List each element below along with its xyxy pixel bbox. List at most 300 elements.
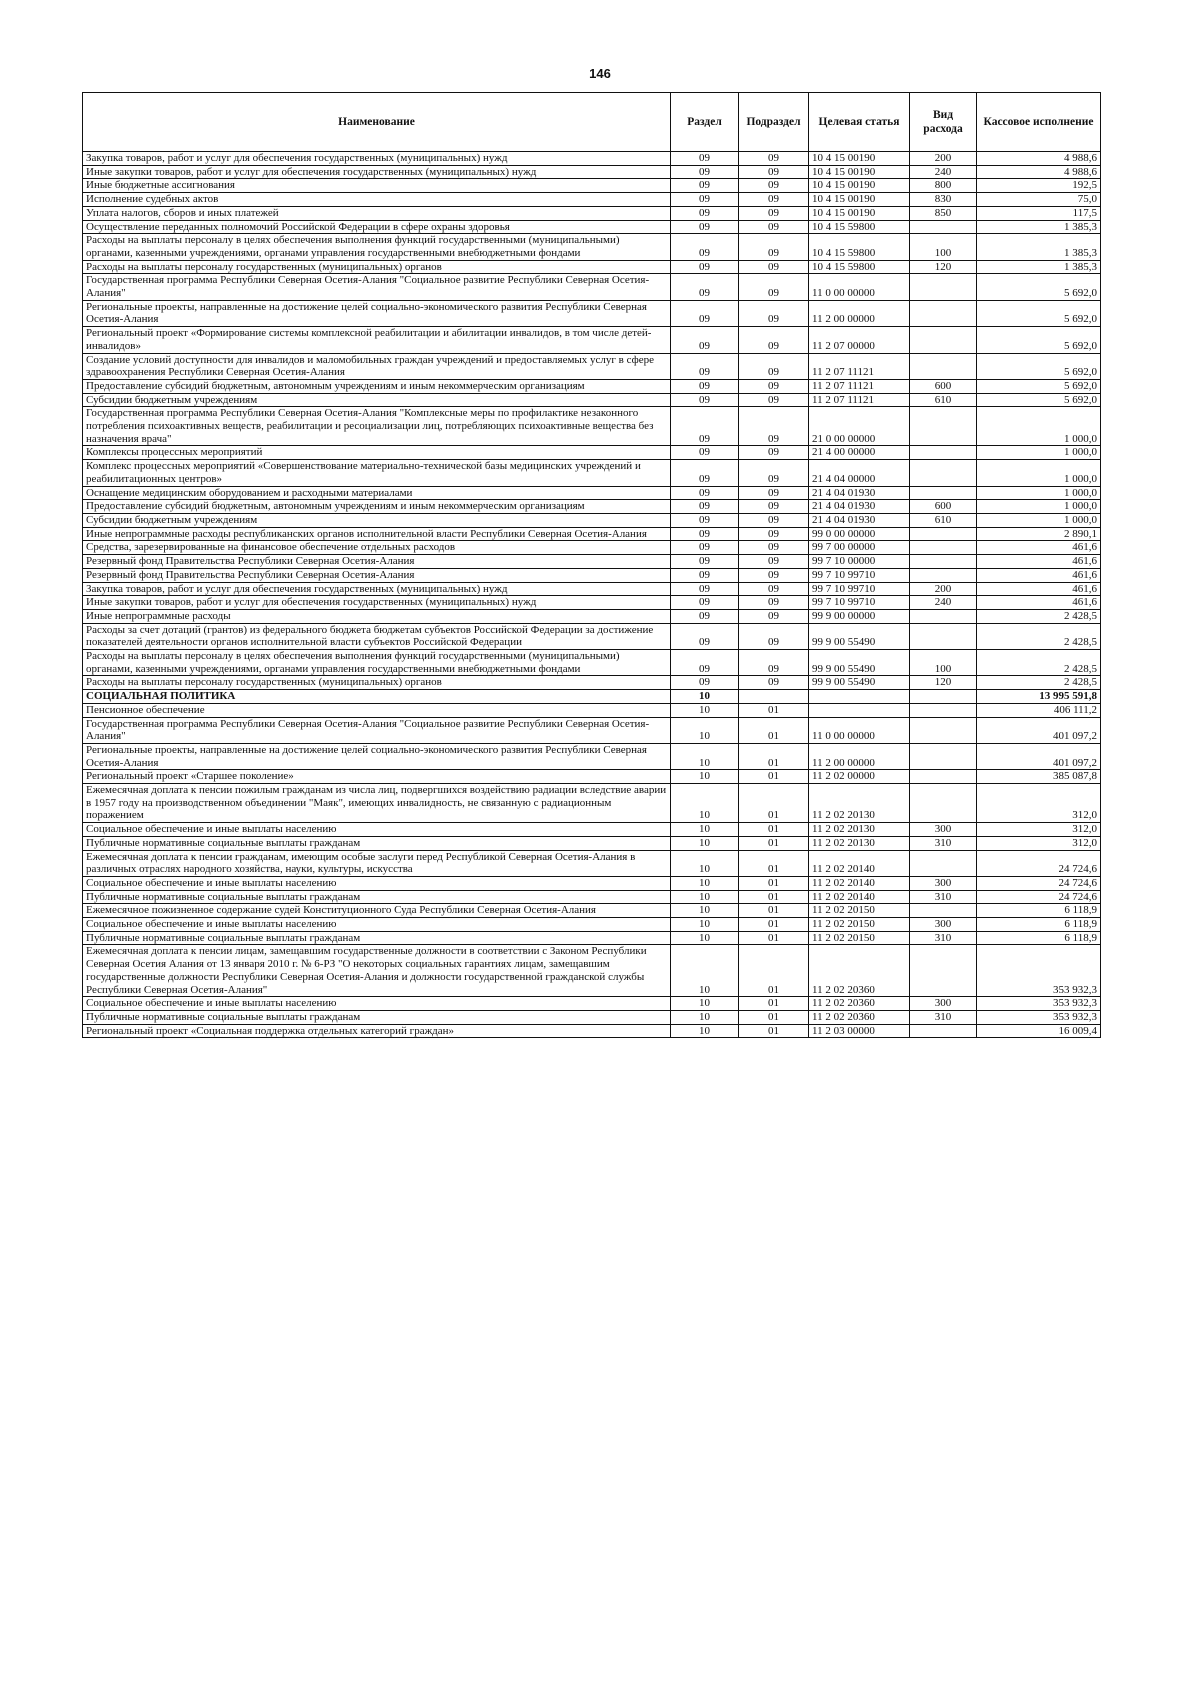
row-expense-type-cell: 600 bbox=[910, 500, 977, 514]
row-section-cell: 10 bbox=[671, 1011, 739, 1025]
row-name-cell: Государственная программа Республики Северная Осетия-Алания "Комплексные меры по профилактике незаконного потребления психоактивных веществ, реабилитации и ресоциализации лиц, потребляющих психоактивные вещества без назначения врача" bbox=[83, 407, 671, 446]
row-target-article-cell: 11 2 02 20150 bbox=[809, 904, 910, 918]
table-row bbox=[83, 541, 1101, 555]
row-name-cell: Субсидии бюджетным учреждениям bbox=[83, 393, 671, 407]
row-expense-type-cell: 830 bbox=[910, 193, 977, 207]
table-row bbox=[83, 770, 1101, 784]
row-subsection-cell: 01 bbox=[739, 931, 809, 945]
row-expense-type-cell bbox=[910, 904, 977, 918]
row-target-article-cell: 11 2 02 20150 bbox=[809, 931, 910, 945]
row-section-cell: 09 bbox=[671, 568, 739, 582]
row-expense-type-cell: 300 bbox=[910, 997, 977, 1011]
row-section-cell: 09 bbox=[671, 379, 739, 393]
row-expense-type-cell bbox=[910, 220, 977, 234]
row-expense-type-cell: 120 bbox=[910, 676, 977, 690]
row-execution-cell: 401 097,2 bbox=[977, 717, 1101, 743]
row-execution-cell: 353 932,3 bbox=[977, 1011, 1101, 1025]
row-name-cell: Региональные проекты, направленные на достижение целей социально-экономического развития Республики Северная Осетия-Алания bbox=[83, 743, 671, 769]
row-execution-cell: 1 000,0 bbox=[977, 446, 1101, 460]
row-name-cell: Публичные нормативные социальные выплаты гражданам bbox=[83, 1011, 671, 1025]
row-name-cell: Социальное обеспечение и иные выплаты населению bbox=[83, 997, 671, 1011]
row-expense-type-cell bbox=[910, 407, 977, 446]
row-name-cell: Расходы за счет дотаций (грантов) из федерального бюджета бюджетам субъектов Российской Федерации за достижение показателей деятельности органов исполнительной власти субъектов Российской Федерации bbox=[83, 623, 671, 649]
row-subsection-cell: 09 bbox=[739, 353, 809, 379]
row-execution-cell: 24 724,6 bbox=[977, 876, 1101, 890]
row-subsection-cell: 01 bbox=[739, 997, 809, 1011]
row-section-cell: 09 bbox=[671, 165, 739, 179]
page-number: 146 bbox=[589, 66, 611, 81]
row-expense-type-cell: 200 bbox=[910, 152, 977, 166]
row-expense-type-cell bbox=[910, 555, 977, 569]
row-target-article-cell: 99 9 00 00000 bbox=[809, 609, 910, 623]
row-target-article-cell: 21 4 00 00000 bbox=[809, 446, 910, 460]
row-section-cell: 10 bbox=[671, 717, 739, 743]
row-target-article-cell: 21 4 04 01930 bbox=[809, 513, 910, 527]
row-expense-type-cell: 310 bbox=[910, 1011, 977, 1025]
row-section-cell: 10 bbox=[671, 876, 739, 890]
table-row bbox=[83, 460, 1101, 486]
row-section-cell: 09 bbox=[671, 220, 739, 234]
row-name-cell: Комплекс процессных мероприятий «Совершенствование материально-технической базы медицинских учреждений и реабилитационных центров» bbox=[83, 460, 671, 486]
table-row bbox=[83, 193, 1101, 207]
row-execution-cell: 353 932,3 bbox=[977, 997, 1101, 1011]
row-section-cell: 09 bbox=[671, 623, 739, 649]
row-name-cell: Региональный проект «Социальная поддержка отдельных категорий граждан» bbox=[83, 1024, 671, 1038]
table-row bbox=[83, 904, 1101, 918]
table-row bbox=[83, 500, 1101, 514]
row-subsection-cell: 09 bbox=[739, 676, 809, 690]
table-row bbox=[83, 407, 1101, 446]
row-name-cell: Предоставление субсидий бюджетным, автономным учреждениям и иным некоммерческим организациям bbox=[83, 379, 671, 393]
row-section-cell: 09 bbox=[671, 596, 739, 610]
row-execution-cell: 406 111,2 bbox=[977, 703, 1101, 717]
row-target-article-cell: 11 2 02 20140 bbox=[809, 876, 910, 890]
row-target-article-cell: 21 4 04 00000 bbox=[809, 460, 910, 486]
row-target-article-cell: 10 4 15 00190 bbox=[809, 165, 910, 179]
row-execution-cell: 1 000,0 bbox=[977, 500, 1101, 514]
table-row bbox=[83, 609, 1101, 623]
row-execution-cell: 13 995 591,8 bbox=[977, 690, 1101, 704]
table-row bbox=[83, 353, 1101, 379]
row-subsection-cell: 09 bbox=[739, 541, 809, 555]
row-execution-cell: 461,6 bbox=[977, 596, 1101, 610]
row-section-cell: 09 bbox=[671, 513, 739, 527]
row-execution-cell: 24 724,6 bbox=[977, 850, 1101, 876]
row-subsection-cell: 09 bbox=[739, 327, 809, 353]
row-expense-type-cell: 240 bbox=[910, 165, 977, 179]
row-target-article-cell: 21 4 04 01930 bbox=[809, 500, 910, 514]
row-target-article-cell: 10 4 15 00190 bbox=[809, 152, 910, 166]
row-target-article-cell: 99 7 10 99710 bbox=[809, 596, 910, 610]
row-target-article-cell: 11 2 00 00000 bbox=[809, 743, 910, 769]
table-row bbox=[83, 784, 1101, 823]
table-row bbox=[83, 1011, 1101, 1025]
row-subsection-cell: 01 bbox=[739, 876, 809, 890]
row-name-cell: Иные закупки товаров, работ и услуг для обеспечения государственных (муниципальных) нужд bbox=[83, 165, 671, 179]
row-section-cell: 10 bbox=[671, 850, 739, 876]
row-name-cell: Ежемесячное пожизненное содержание судей Конституционного Суда Республики Северная Осетия-Алания bbox=[83, 904, 671, 918]
row-target-article-cell: 10 4 15 59800 bbox=[809, 220, 910, 234]
row-target-article-cell: 11 2 02 20360 bbox=[809, 1011, 910, 1025]
row-target-article-cell: 11 0 00 00000 bbox=[809, 717, 910, 743]
table-row bbox=[83, 596, 1101, 610]
row-subsection-cell: 01 bbox=[739, 918, 809, 932]
table-body bbox=[83, 152, 1101, 1038]
row-name-cell: Расходы на выплаты персоналу в целях обеспечения выполнения функций государственными (муниципальными) органами, казенными учреждениями, органами управления государственными внебюджетными фондами bbox=[83, 650, 671, 676]
row-subsection-cell: 01 bbox=[739, 703, 809, 717]
row-name-cell: Резервный фонд Правительства Республики Северная Осетия-Алания bbox=[83, 568, 671, 582]
row-subsection-cell: 09 bbox=[739, 179, 809, 193]
row-expense-type-cell bbox=[910, 770, 977, 784]
row-target-article-cell bbox=[809, 690, 910, 704]
row-section-cell: 10 bbox=[671, 743, 739, 769]
table-row bbox=[83, 582, 1101, 596]
row-section-cell: 10 bbox=[671, 931, 739, 945]
row-execution-cell: 6 118,9 bbox=[977, 931, 1101, 945]
row-subsection-cell: 09 bbox=[739, 500, 809, 514]
row-execution-cell: 1 000,0 bbox=[977, 486, 1101, 500]
row-section-cell: 09 bbox=[671, 500, 739, 514]
row-execution-cell: 312,0 bbox=[977, 836, 1101, 850]
table-row bbox=[83, 931, 1101, 945]
row-target-article-cell: 10 4 15 00190 bbox=[809, 206, 910, 220]
row-expense-type-cell: 100 bbox=[910, 650, 977, 676]
row-expense-type-cell: 850 bbox=[910, 206, 977, 220]
row-execution-cell: 1 000,0 bbox=[977, 513, 1101, 527]
table-row bbox=[83, 918, 1101, 932]
row-target-article-cell: 11 2 07 00000 bbox=[809, 327, 910, 353]
row-subsection-cell: 09 bbox=[739, 650, 809, 676]
row-target-article-cell: 99 0 00 00000 bbox=[809, 527, 910, 541]
row-execution-cell: 2 428,5 bbox=[977, 676, 1101, 690]
row-section-cell: 10 bbox=[671, 1024, 739, 1038]
row-name-cell: Ежемесячная доплата к пенсии лицам, замещавшим государственные должности в соответствии с Законом Республики Северная Осетия Алания от 13 января 2010 г. № 6-РЗ "О некоторых социальных гарантиях лицам, замещавшим государственные должности Республики Северная Осетия-Алания и должности государственной гражданской службы Республики Северная Осетия-Алания" bbox=[83, 945, 671, 997]
row-execution-cell: 5 692,0 bbox=[977, 327, 1101, 353]
row-section-cell: 09 bbox=[671, 407, 739, 446]
row-subsection-cell: 09 bbox=[739, 623, 809, 649]
row-subsection-cell: 01 bbox=[739, 904, 809, 918]
table-row bbox=[83, 650, 1101, 676]
row-execution-cell: 312,0 bbox=[977, 784, 1101, 823]
row-expense-type-cell: 300 bbox=[910, 876, 977, 890]
row-subsection-cell: 09 bbox=[739, 260, 809, 274]
row-target-article-cell: 10 4 15 00190 bbox=[809, 193, 910, 207]
row-section-cell: 09 bbox=[671, 609, 739, 623]
row-subsection-cell: 09 bbox=[739, 152, 809, 166]
row-section-cell: 10 bbox=[671, 784, 739, 823]
row-execution-cell: 75,0 bbox=[977, 193, 1101, 207]
row-target-article-cell: 11 2 02 20140 bbox=[809, 890, 910, 904]
row-expense-type-cell: 310 bbox=[910, 836, 977, 850]
row-subsection-cell: 01 bbox=[739, 1024, 809, 1038]
row-name-cell: Региональный проект «Формирование системы комплексной реабилитации и абилитации инвалидов, в том числе детей-инвалидов» bbox=[83, 327, 671, 353]
row-execution-cell: 1 385,3 bbox=[977, 220, 1101, 234]
row-target-article-cell: 11 2 07 11121 bbox=[809, 353, 910, 379]
row-name-cell: Публичные нормативные социальные выплаты гражданам bbox=[83, 890, 671, 904]
row-target-article-cell: 11 2 02 20130 bbox=[809, 784, 910, 823]
row-name-cell: Исполнение судебных актов bbox=[83, 193, 671, 207]
row-name-cell: Ежемесячная доплата к пенсии гражданам, имеющим особые заслуги перед Республикой Северная Осетия-Алания в различных отраслях народного хозяйства, науки, культуры, искусства bbox=[83, 850, 671, 876]
row-expense-type-cell bbox=[910, 850, 977, 876]
row-section-cell: 10 bbox=[671, 823, 739, 837]
row-execution-cell: 4 988,6 bbox=[977, 165, 1101, 179]
row-section-cell: 10 bbox=[671, 890, 739, 904]
row-target-article-cell: 99 9 00 55490 bbox=[809, 623, 910, 649]
row-execution-cell: 5 692,0 bbox=[977, 379, 1101, 393]
table-row bbox=[83, 623, 1101, 649]
row-section-cell: 09 bbox=[671, 274, 739, 300]
row-execution-cell: 401 097,2 bbox=[977, 743, 1101, 769]
row-execution-cell: 385 087,8 bbox=[977, 770, 1101, 784]
row-subsection-cell: 09 bbox=[739, 220, 809, 234]
row-section-cell: 10 bbox=[671, 703, 739, 717]
row-section-cell: 10 bbox=[671, 904, 739, 918]
table-row bbox=[83, 300, 1101, 326]
row-target-article-cell bbox=[809, 703, 910, 717]
row-subsection-cell: 01 bbox=[739, 1011, 809, 1025]
row-expense-type-cell: 240 bbox=[910, 596, 977, 610]
row-execution-cell: 461,6 bbox=[977, 582, 1101, 596]
row-name-cell: Закупка товаров, работ и услуг для обеспечения государственных (муниципальных) нужд bbox=[83, 582, 671, 596]
row-name-cell: Осуществление переданных полномочий Российской Федерации в сфере охраны здоровья bbox=[83, 220, 671, 234]
row-execution-cell: 6 118,9 bbox=[977, 918, 1101, 932]
row-subsection-cell: 09 bbox=[739, 582, 809, 596]
row-name-cell: Государственная программа Республики Северная Осетия-Алания "Социальное развитие Республики Северная Осетия-Алания" bbox=[83, 274, 671, 300]
row-subsection-cell: 09 bbox=[739, 513, 809, 527]
row-section-cell: 09 bbox=[671, 486, 739, 500]
header-name: Наименование bbox=[83, 93, 671, 152]
row-expense-type-cell bbox=[910, 945, 977, 997]
row-expense-type-cell: 310 bbox=[910, 890, 977, 904]
row-name-cell: Социальное обеспечение и иные выплаты населению bbox=[83, 876, 671, 890]
table-row bbox=[83, 876, 1101, 890]
row-section-cell: 09 bbox=[671, 650, 739, 676]
table-row bbox=[83, 220, 1101, 234]
row-execution-cell: 4 988,6 bbox=[977, 152, 1101, 166]
header-expense-type: Вид расхода bbox=[910, 93, 977, 152]
row-execution-cell: 2 428,5 bbox=[977, 650, 1101, 676]
row-expense-type-cell: 800 bbox=[910, 179, 977, 193]
row-expense-type-cell bbox=[910, 446, 977, 460]
row-name-cell: Пенсионное обеспечение bbox=[83, 703, 671, 717]
row-target-article-cell: 11 2 02 20360 bbox=[809, 945, 910, 997]
row-target-article-cell: 11 2 02 00000 bbox=[809, 770, 910, 784]
row-subsection-cell: 01 bbox=[739, 770, 809, 784]
row-execution-cell: 2 428,5 bbox=[977, 609, 1101, 623]
row-target-article-cell: 21 4 04 01930 bbox=[809, 486, 910, 500]
row-execution-cell: 312,0 bbox=[977, 823, 1101, 837]
row-subsection-cell: 09 bbox=[739, 555, 809, 569]
row-section-cell: 10 bbox=[671, 945, 739, 997]
row-name-cell: Средства, зарезервированные на финансовое обеспечение отдельных расходов bbox=[83, 541, 671, 555]
row-section-cell: 10 bbox=[671, 690, 739, 704]
row-subsection-cell: 09 bbox=[739, 234, 809, 260]
row-name-cell: Иные непрограммные расходы bbox=[83, 609, 671, 623]
row-expense-type-cell bbox=[910, 353, 977, 379]
table-row bbox=[83, 513, 1101, 527]
row-section-cell: 09 bbox=[671, 234, 739, 260]
row-name-cell: Субсидии бюджетным учреждениям bbox=[83, 513, 671, 527]
row-expense-type-cell bbox=[910, 690, 977, 704]
row-expense-type-cell bbox=[910, 274, 977, 300]
row-name-cell: Ежемесячная доплата к пенсии пожилым гражданам из числа лиц, подвергшихся воздействию радиации вследствие аварии в 1957 году на производственном объединении "Маяк", имеющих инвалидность, не связанную с радиационным поражением bbox=[83, 784, 671, 823]
row-expense-type-cell: 600 bbox=[910, 379, 977, 393]
table-row bbox=[83, 997, 1101, 1011]
row-target-article-cell: 11 2 07 11121 bbox=[809, 379, 910, 393]
table-row bbox=[83, 327, 1101, 353]
row-expense-type-cell bbox=[910, 541, 977, 555]
row-name-cell: Региональный проект «Старшее поколение» bbox=[83, 770, 671, 784]
table-row bbox=[83, 945, 1101, 997]
row-name-cell: Закупка товаров, работ и услуг для обеспечения государственных (муниципальных) нужд bbox=[83, 152, 671, 166]
row-section-cell: 09 bbox=[671, 327, 739, 353]
row-section-cell: 10 bbox=[671, 918, 739, 932]
row-name-cell: Комплексы процессных мероприятий bbox=[83, 446, 671, 460]
row-expense-type-cell: 120 bbox=[910, 260, 977, 274]
row-target-article-cell: 11 2 02 20130 bbox=[809, 823, 910, 837]
table-row bbox=[83, 743, 1101, 769]
row-section-cell: 10 bbox=[671, 770, 739, 784]
row-subsection-cell: 09 bbox=[739, 596, 809, 610]
row-subsection-cell: 09 bbox=[739, 446, 809, 460]
table-row bbox=[83, 555, 1101, 569]
table-header-row bbox=[83, 93, 1101, 152]
header-cash-execution: Кассовое исполнение bbox=[977, 93, 1101, 152]
row-expense-type-cell bbox=[910, 703, 977, 717]
table-row bbox=[83, 379, 1101, 393]
row-execution-cell: 1 385,3 bbox=[977, 260, 1101, 274]
table-row bbox=[83, 446, 1101, 460]
row-name-cell: Иные закупки товаров, работ и услуг для обеспечения государственных (муниципальных) нужд bbox=[83, 596, 671, 610]
row-name-cell: Иные непрограммные расходы республиканских органов исполнительной власти Республики Северная Осетия-Алания bbox=[83, 527, 671, 541]
row-execution-cell: 461,6 bbox=[977, 555, 1101, 569]
table-row bbox=[83, 234, 1101, 260]
row-section-cell: 09 bbox=[671, 582, 739, 596]
table-row bbox=[83, 260, 1101, 274]
row-section-cell: 09 bbox=[671, 446, 739, 460]
row-subsection-cell: 01 bbox=[739, 784, 809, 823]
row-subsection-cell: 01 bbox=[739, 850, 809, 876]
row-expense-type-cell bbox=[910, 300, 977, 326]
row-target-article-cell: 99 7 10 00000 bbox=[809, 555, 910, 569]
row-expense-type-cell bbox=[910, 486, 977, 500]
row-execution-cell: 461,6 bbox=[977, 541, 1101, 555]
row-section-cell: 09 bbox=[671, 393, 739, 407]
row-execution-cell: 2 428,5 bbox=[977, 623, 1101, 649]
row-target-article-cell: 11 2 02 20130 bbox=[809, 836, 910, 850]
row-subsection-cell: 09 bbox=[739, 609, 809, 623]
row-section-cell: 09 bbox=[671, 152, 739, 166]
row-section-cell: 09 bbox=[671, 206, 739, 220]
table-row bbox=[83, 527, 1101, 541]
table-row bbox=[83, 206, 1101, 220]
row-name-cell: Расходы на выплаты персоналу государственных (муниципальных) органов bbox=[83, 260, 671, 274]
row-execution-cell: 6 118,9 bbox=[977, 904, 1101, 918]
row-execution-cell: 5 692,0 bbox=[977, 274, 1101, 300]
table-row bbox=[83, 850, 1101, 876]
row-section-cell: 09 bbox=[671, 460, 739, 486]
row-name-cell: Иные бюджетные ассигнования bbox=[83, 179, 671, 193]
row-subsection-cell: 09 bbox=[739, 206, 809, 220]
row-target-article-cell: 11 2 02 20140 bbox=[809, 850, 910, 876]
row-subsection-cell: 09 bbox=[739, 527, 809, 541]
row-name-cell: СОЦИАЛЬНАЯ ПОЛИТИКА bbox=[83, 690, 671, 704]
row-subsection-cell: 09 bbox=[739, 460, 809, 486]
table-row bbox=[83, 165, 1101, 179]
table-row bbox=[83, 152, 1101, 166]
row-execution-cell: 24 724,6 bbox=[977, 890, 1101, 904]
row-expense-type-cell: 610 bbox=[910, 393, 977, 407]
row-subsection-cell: 09 bbox=[739, 379, 809, 393]
table-row bbox=[83, 568, 1101, 582]
row-expense-type-cell bbox=[910, 568, 977, 582]
row-expense-type-cell bbox=[910, 527, 977, 541]
row-execution-cell: 5 692,0 bbox=[977, 393, 1101, 407]
row-expense-type-cell bbox=[910, 609, 977, 623]
row-subsection-cell: 09 bbox=[739, 407, 809, 446]
row-section-cell: 09 bbox=[671, 541, 739, 555]
row-target-article-cell: 11 2 02 20150 bbox=[809, 918, 910, 932]
row-section-cell: 09 bbox=[671, 555, 739, 569]
row-name-cell: Социальное обеспечение и иные выплаты населению bbox=[83, 918, 671, 932]
row-target-article-cell: 11 2 03 00000 bbox=[809, 1024, 910, 1038]
row-execution-cell: 1 000,0 bbox=[977, 460, 1101, 486]
row-subsection-cell: 09 bbox=[739, 486, 809, 500]
row-subsection-cell: 09 bbox=[739, 300, 809, 326]
row-name-cell: Региональные проекты, направленные на достижение целей социально-экономического развития Республики Северная Осетия-Алания bbox=[83, 300, 671, 326]
header-target-article: Целевая статья bbox=[809, 93, 910, 152]
row-execution-cell: 5 692,0 bbox=[977, 353, 1101, 379]
table-row bbox=[83, 486, 1101, 500]
table-row bbox=[83, 836, 1101, 850]
row-subsection-cell: 09 bbox=[739, 193, 809, 207]
row-section-cell: 09 bbox=[671, 193, 739, 207]
row-execution-cell: 2 890,1 bbox=[977, 527, 1101, 541]
row-section-cell: 09 bbox=[671, 353, 739, 379]
row-expense-type-cell bbox=[910, 460, 977, 486]
row-expense-type-cell bbox=[910, 717, 977, 743]
row-expense-type-cell: 300 bbox=[910, 823, 977, 837]
row-section-cell: 10 bbox=[671, 836, 739, 850]
row-subsection-cell: 01 bbox=[739, 890, 809, 904]
row-expense-type-cell: 200 bbox=[910, 582, 977, 596]
row-subsection-cell: 09 bbox=[739, 393, 809, 407]
row-subsection-cell: 09 bbox=[739, 165, 809, 179]
row-subsection-cell: 01 bbox=[739, 743, 809, 769]
table-row bbox=[83, 703, 1101, 717]
row-target-article-cell: 10 4 15 00190 bbox=[809, 179, 910, 193]
row-expense-type-cell bbox=[910, 743, 977, 769]
row-subsection-cell: 09 bbox=[739, 274, 809, 300]
row-execution-cell: 1 385,3 bbox=[977, 234, 1101, 260]
row-expense-type-cell bbox=[910, 327, 977, 353]
row-expense-type-cell bbox=[910, 784, 977, 823]
table-row bbox=[83, 823, 1101, 837]
table-row bbox=[83, 393, 1101, 407]
table-row bbox=[83, 676, 1101, 690]
row-target-article-cell: 10 4 15 59800 bbox=[809, 234, 910, 260]
row-expense-type-cell: 310 bbox=[910, 931, 977, 945]
row-name-cell: Государственная программа Республики Северная Осетия-Алания "Социальное развитие Республики Северная Осетия-Алания" bbox=[83, 717, 671, 743]
row-name-cell: Расходы на выплаты персоналу государственных (муниципальных) органов bbox=[83, 676, 671, 690]
row-target-article-cell: 99 9 00 55490 bbox=[809, 650, 910, 676]
row-subsection-cell: 01 bbox=[739, 823, 809, 837]
row-execution-cell: 1 000,0 bbox=[977, 407, 1101, 446]
row-subsection-cell: 01 bbox=[739, 717, 809, 743]
row-target-article-cell: 11 2 00 00000 bbox=[809, 300, 910, 326]
table-row bbox=[83, 179, 1101, 193]
row-name-cell: Публичные нормативные социальные выплаты гражданам bbox=[83, 836, 671, 850]
